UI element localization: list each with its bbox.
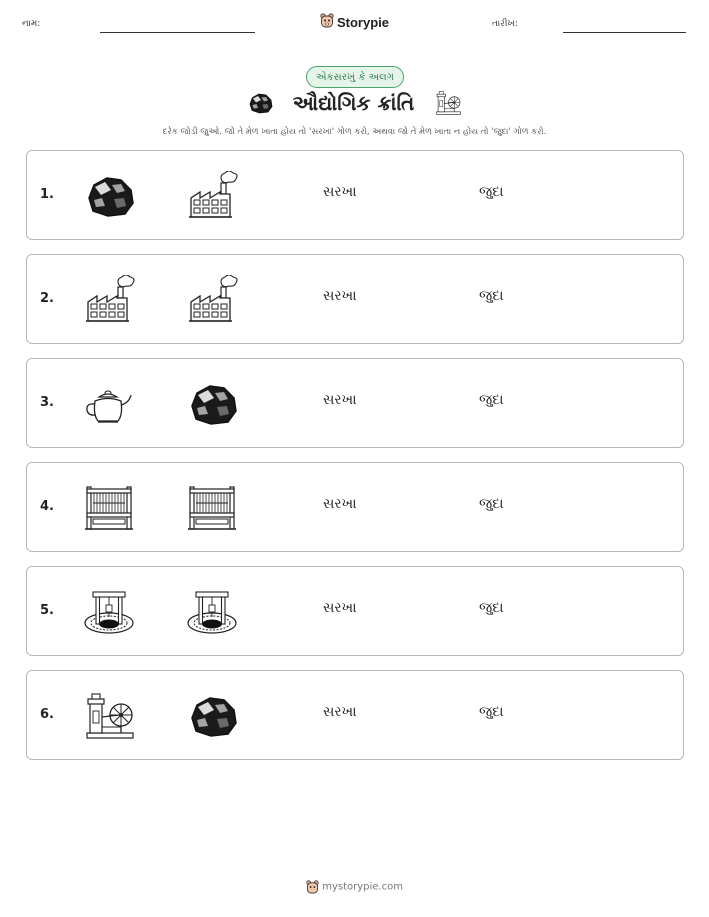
question-row: [26, 254, 684, 344]
option-same[interactable]: સરખા: [323, 600, 357, 616]
option-different[interactable]: જુદા: [479, 392, 504, 408]
factory-icon: [81, 275, 137, 325]
coal-icon: [184, 379, 240, 429]
storypie-mascot-icon: [306, 880, 319, 894]
question-row: [26, 670, 684, 760]
page-title: ઔદ્યોગિક ક્રાંતિ: [292, 91, 415, 115]
loom-icon: [184, 483, 240, 533]
option-different[interactable]: જુદા: [479, 704, 504, 720]
factory-icon: [184, 275, 240, 325]
brand-logo: [0, 13, 709, 32]
storypie-mascot-icon: [320, 13, 334, 32]
activity-tag: એકસરખું કે અલગ: [306, 66, 404, 88]
mine-shaft-icon: [81, 587, 137, 637]
coal-icon: [184, 691, 240, 741]
coal-icon: [246, 90, 274, 116]
brand-name: Storypie: [336, 15, 389, 30]
question-number: 5.: [40, 603, 54, 618]
title-row: [0, 90, 709, 124]
question-number: 4.: [40, 499, 54, 514]
date-label: તારીખ:: [492, 19, 518, 29]
question-number: 6.: [40, 707, 54, 722]
option-different[interactable]: જુદા: [479, 496, 504, 512]
question-row: [26, 150, 684, 240]
name-label: નામ:: [22, 19, 41, 29]
coal-icon: [81, 171, 137, 221]
option-different[interactable]: જુદા: [479, 600, 504, 616]
factory-icon: [184, 171, 240, 221]
option-different[interactable]: જુદા: [479, 288, 504, 304]
loom-icon: [81, 483, 137, 533]
steam-engine-icon: [433, 90, 463, 116]
option-same[interactable]: સરખા: [323, 184, 357, 200]
name-line[interactable]: [100, 32, 255, 33]
instructions: દરેક જોડી જુઓ. જો તે મેળ ખાતા હોય તો 'સરખા' ગોળ કરો, અથવા જો તે મેળ ખાતા ન હોય તો 'જુદા' ગોળ કરો.: [162, 127, 547, 137]
teapot-icon: [81, 379, 137, 429]
option-same[interactable]: સરખા: [323, 288, 357, 304]
footer-url[interactable]: mystorypie.com: [322, 881, 403, 893]
question-number: 2.: [40, 291, 54, 306]
mine-shaft-icon: [184, 587, 240, 637]
option-same[interactable]: સરખા: [323, 496, 357, 512]
question-row: [26, 462, 684, 552]
question-row: [26, 566, 684, 656]
footer: [0, 880, 709, 894]
steam-engine-icon: [81, 691, 137, 741]
question-number: 3.: [40, 395, 54, 410]
date-line[interactable]: [563, 32, 686, 33]
option-different[interactable]: જુદા: [479, 184, 504, 200]
question-row: [26, 358, 684, 448]
question-number: 1.: [40, 187, 54, 202]
option-same[interactable]: સરખા: [323, 392, 357, 408]
option-same[interactable]: સરખા: [323, 704, 357, 720]
